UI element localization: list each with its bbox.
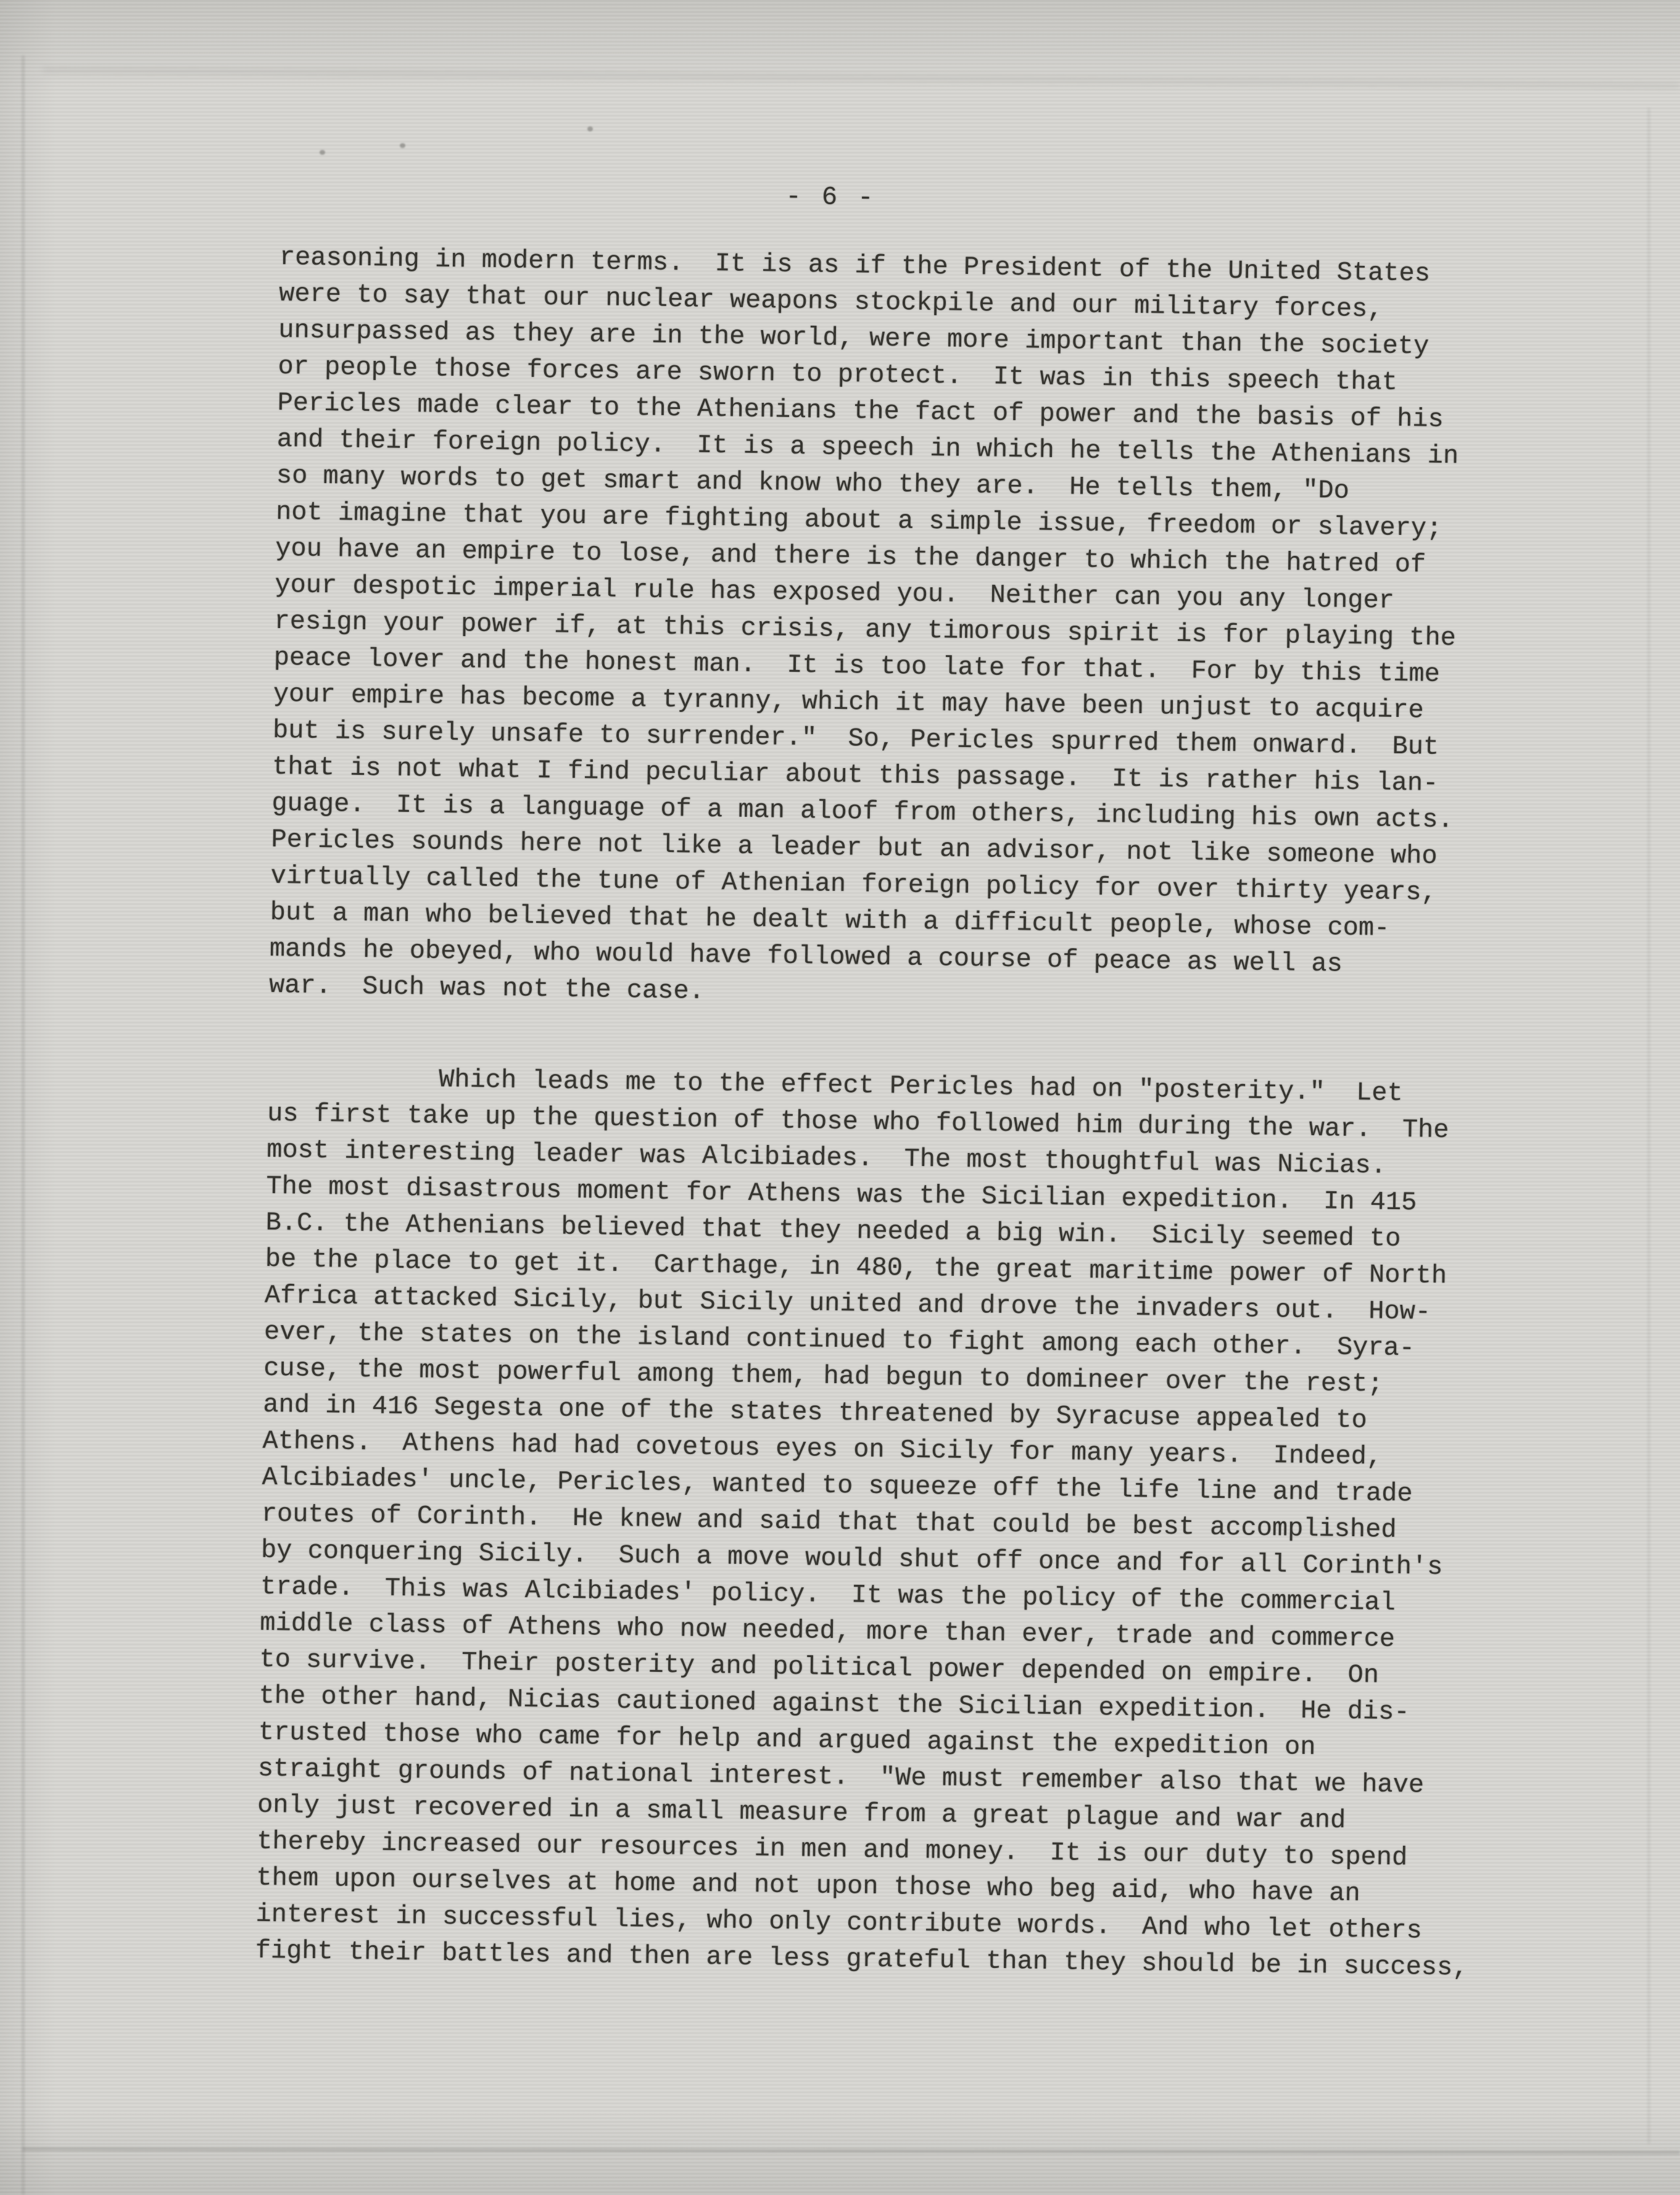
text-line: but a man who believed that he dealt with a difficult people, whose com-	[270, 897, 1390, 943]
text-line: and their foreign policy. It is a speech in which he tells the Athenians in	[276, 424, 1459, 471]
text-line: them upon ourselves at home and not upon those who beg aid, who have an	[256, 1862, 1361, 1909]
text-line: or people those forces are sworn to protect. It was in this speech that	[278, 351, 1398, 397]
text-line: Athens. Athens had had covetous eyes on Sicily for many years. Indeed,	[262, 1426, 1383, 1472]
text-line: virtually called the tune of Athenian foreign policy for over thirty years,	[270, 861, 1438, 907]
typed-text-block	[255, 172, 1545, 1987]
text-line: you have an empire to lose, and there is the danger to which the hatred of	[275, 533, 1426, 580]
paper-speck	[320, 150, 325, 155]
text-line: peace lover and the honest man. It is too late for that. For by this time	[273, 642, 1441, 689]
text-line: trade. This was Alcibiades' policy. It was the policy of the commercial	[260, 1571, 1396, 1618]
text-line: were to say that our nuclear weapons stockpile and our military forces,	[278, 278, 1383, 324]
text-line: Pericles sounds here not like a leader but an advisor, not like someone who	[271, 824, 1438, 871]
text-line: thereby increased our resources in men and money. It is our duty to spend	[256, 1826, 1408, 1873]
paper-speck	[587, 126, 593, 131]
text-line: B.C. the Athenians believed that they needed a big win. Sicily seemed to	[265, 1207, 1401, 1254]
text-line: most interesting leader was Alcibiades. The most thoughtful was Nicias.	[266, 1135, 1387, 1181]
text-line: unsurpassed as they are in the world, were more important than the society	[278, 315, 1430, 362]
text-line: your empire has become a tyranny, which it may have been unjust to acquire	[273, 679, 1425, 725]
text-line: middle class of Athens who now needed, more than ever, trade and commerce	[259, 1608, 1396, 1655]
text-line: fight their battles and then are less grateful than they should be in success,	[255, 1935, 1468, 1983]
text-line: war. Such was not the case.	[268, 970, 705, 1006]
text-line: Which leads me to the effect Pericles had on "posterity." Let	[267, 1062, 1404, 1109]
text-line: mands he obeyed, who would have followed a course of peace as well as	[269, 933, 1343, 979]
page-edge-top	[43, 68, 1680, 88]
text-line: and in 416 Segesta one of the states threatened by Syracuse appealed to	[263, 1389, 1368, 1436]
text-line: resign your power if, at this crisis, any timorous spirit is for playing the	[274, 606, 1457, 653]
text-line: trusted those who came for help and argued against the expedition on	[258, 1717, 1316, 1763]
text-line: that is not what I find peculiar about this passage. It is rather his lan-	[271, 751, 1439, 798]
text-line: but is surely unsafe to surrender." So, Pericles spurred them onward. But	[272, 715, 1439, 762]
text-line: Pericles made clear to the Athenians the fact of power and the basis of his	[277, 387, 1444, 435]
text-line: Africa attacked Sicily, but Sicily united and drove the invaders out. How-	[264, 1280, 1431, 1327]
text-line: straight grounds of national interest. "We must remember also that we have	[257, 1753, 1425, 1800]
page-edge-left	[22, 56, 24, 2195]
text-line: only just recovered in a small measure from a great plague and war and	[257, 1790, 1346, 1835]
text-line: ever, the states on the island continued to fight among each other. Syra-	[263, 1317, 1415, 1363]
text-line: be the place to get it. Carthage, in 480, the great maritime power of North	[265, 1244, 1447, 1291]
paragraph-posterity	[255, 1059, 1533, 1987]
text-line: your despotic imperial rule has exposed you. Neither can you any longer	[275, 569, 1395, 616]
text-line: the other hand, Nicias cautioned against the Sicilian expedition. He dis-	[259, 1680, 1410, 1727]
paper-speck	[400, 143, 405, 148]
text-line: reasoning in modern terms. It is as if the President of the United States	[279, 242, 1431, 289]
text-line: by conquering Sicily. Such a move would shut off once and for all Corinth's	[260, 1535, 1443, 1582]
text-line: guage. It is a language of a man aloof from others, including his own acts.	[271, 788, 1454, 835]
text-line: cuse, the most powerful among them, had begun to domineer over the rest;	[263, 1353, 1384, 1399]
text-line: us first take up the question of those who followed him during the war. The	[267, 1098, 1449, 1146]
text-line: so many words to get smart and know who they are. He tells them, "Do	[276, 460, 1350, 506]
text-line: to survive. Their posterity and political power depended on empire. On	[259, 1644, 1380, 1690]
text-line: interest in successful lies, who only contribute words. And who let others	[255, 1899, 1423, 1946]
text-line: The most disastrous moment for Athens was the Sicilian expedition. In 415	[266, 1171, 1417, 1218]
page-edge-right	[1648, 108, 1650, 2144]
text-line: Alcibiades' uncle, Pericles, wanted to squeeze off the life line and trade	[262, 1462, 1413, 1509]
text-line: not imagine that you are fighting about a simple issue, freedom or slavery;	[275, 497, 1442, 544]
page-edge-bottom	[22, 2147, 1680, 2154]
paragraph-pericles-speech	[269, 239, 1545, 1022]
page-number: - 6 -	[785, 181, 876, 213]
text-line: routes of Corinth. He knew and said that that could be best accomplished	[261, 1498, 1397, 1545]
